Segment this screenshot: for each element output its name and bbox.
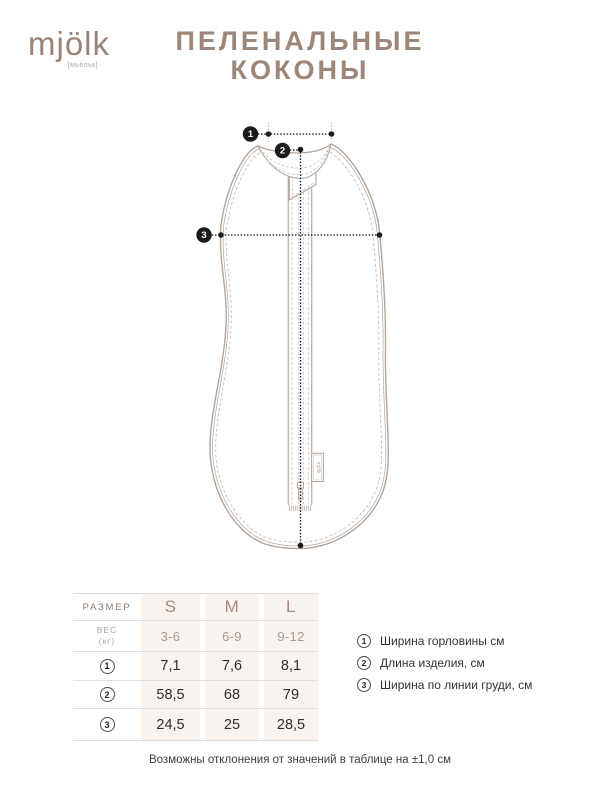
page-title <box>100 27 500 85</box>
legend-item-3 <box>357 678 532 692</box>
size-s-label: S <box>164 597 177 616</box>
metric-2-value-m: 68 <box>223 686 241 703</box>
tolerance-footnote: Возможны отклонения от значений в таблице на ±1,0 см <box>149 754 451 766</box>
svg-text:2: 2 <box>279 145 286 157</box>
metric-2-value-s: 58,5 <box>156 686 185 703</box>
brand-logo-text: mjölk <box>28 25 111 62</box>
table-row-metric-2 <box>73 680 318 708</box>
metric-1-value-l: 8,1 <box>280 658 302 674</box>
metric-3-value-s: 24,5 <box>156 716 185 733</box>
weight-value-l: 9-12 <box>277 628 305 644</box>
metric-1-value-m: 7,6 <box>221 658 243 674</box>
metric-3-value-l: 28,5 <box>276 716 306 733</box>
page-title-line2: КОКОНЫ <box>230 55 370 85</box>
measurement-legend <box>357 634 532 700</box>
legend-text-1: Ширина горловины см <box>380 634 505 648</box>
svg-text:3: 3 <box>201 230 207 242</box>
marker-3-badge <box>196 227 211 242</box>
legend-marker-3: 3 <box>357 678 371 692</box>
size-header-label: РАЗМЕР <box>82 601 132 613</box>
legend-marker-1: 1 <box>357 634 371 648</box>
brand-tag-label: mjölk <box>314 461 321 474</box>
legend-text-2: Длина изделия, см <box>380 656 485 670</box>
table-row-header <box>73 593 318 620</box>
metric-1-marker: 1 <box>73 652 141 680</box>
legend-marker-2: 2 <box>357 656 371 670</box>
svg-text:1: 1 <box>247 129 254 141</box>
metric-3-marker: 3 <box>73 709 141 740</box>
marker-2-badge <box>275 143 290 158</box>
brand-logo <box>28 25 111 69</box>
marker-1-badge <box>243 126 258 141</box>
table-row-metric-1 <box>73 651 318 680</box>
legend-item-2 <box>357 656 532 670</box>
metric-2-value-l: 79 <box>282 686 300 703</box>
weight-value-m: 6-9 <box>222 628 242 644</box>
weight-label: ВЕС (кг) <box>96 625 118 646</box>
brand-tag <box>312 453 324 481</box>
metric-2-marker: 2 <box>73 681 141 708</box>
brand-transliteration: [мьёльк] <box>67 62 98 69</box>
size-table <box>73 593 318 741</box>
size-l-label: L <box>286 597 296 616</box>
table-row-weight <box>73 620 318 651</box>
page-title-line1: ПЕЛЕНАЛЬНЫЕ <box>175 26 425 56</box>
legend-text-3: Ширина по линии груди, см <box>380 678 533 692</box>
table-row-metric-3 <box>73 708 318 741</box>
cocoon-diagram <box>170 120 430 570</box>
weight-value-s: 3-6 <box>160 628 181 644</box>
size-m-label: M <box>224 597 240 616</box>
metric-1-value-s: 7,1 <box>160 658 181 674</box>
metric-3-value-m: 25 <box>223 716 241 733</box>
legend-item-1 <box>357 634 532 648</box>
